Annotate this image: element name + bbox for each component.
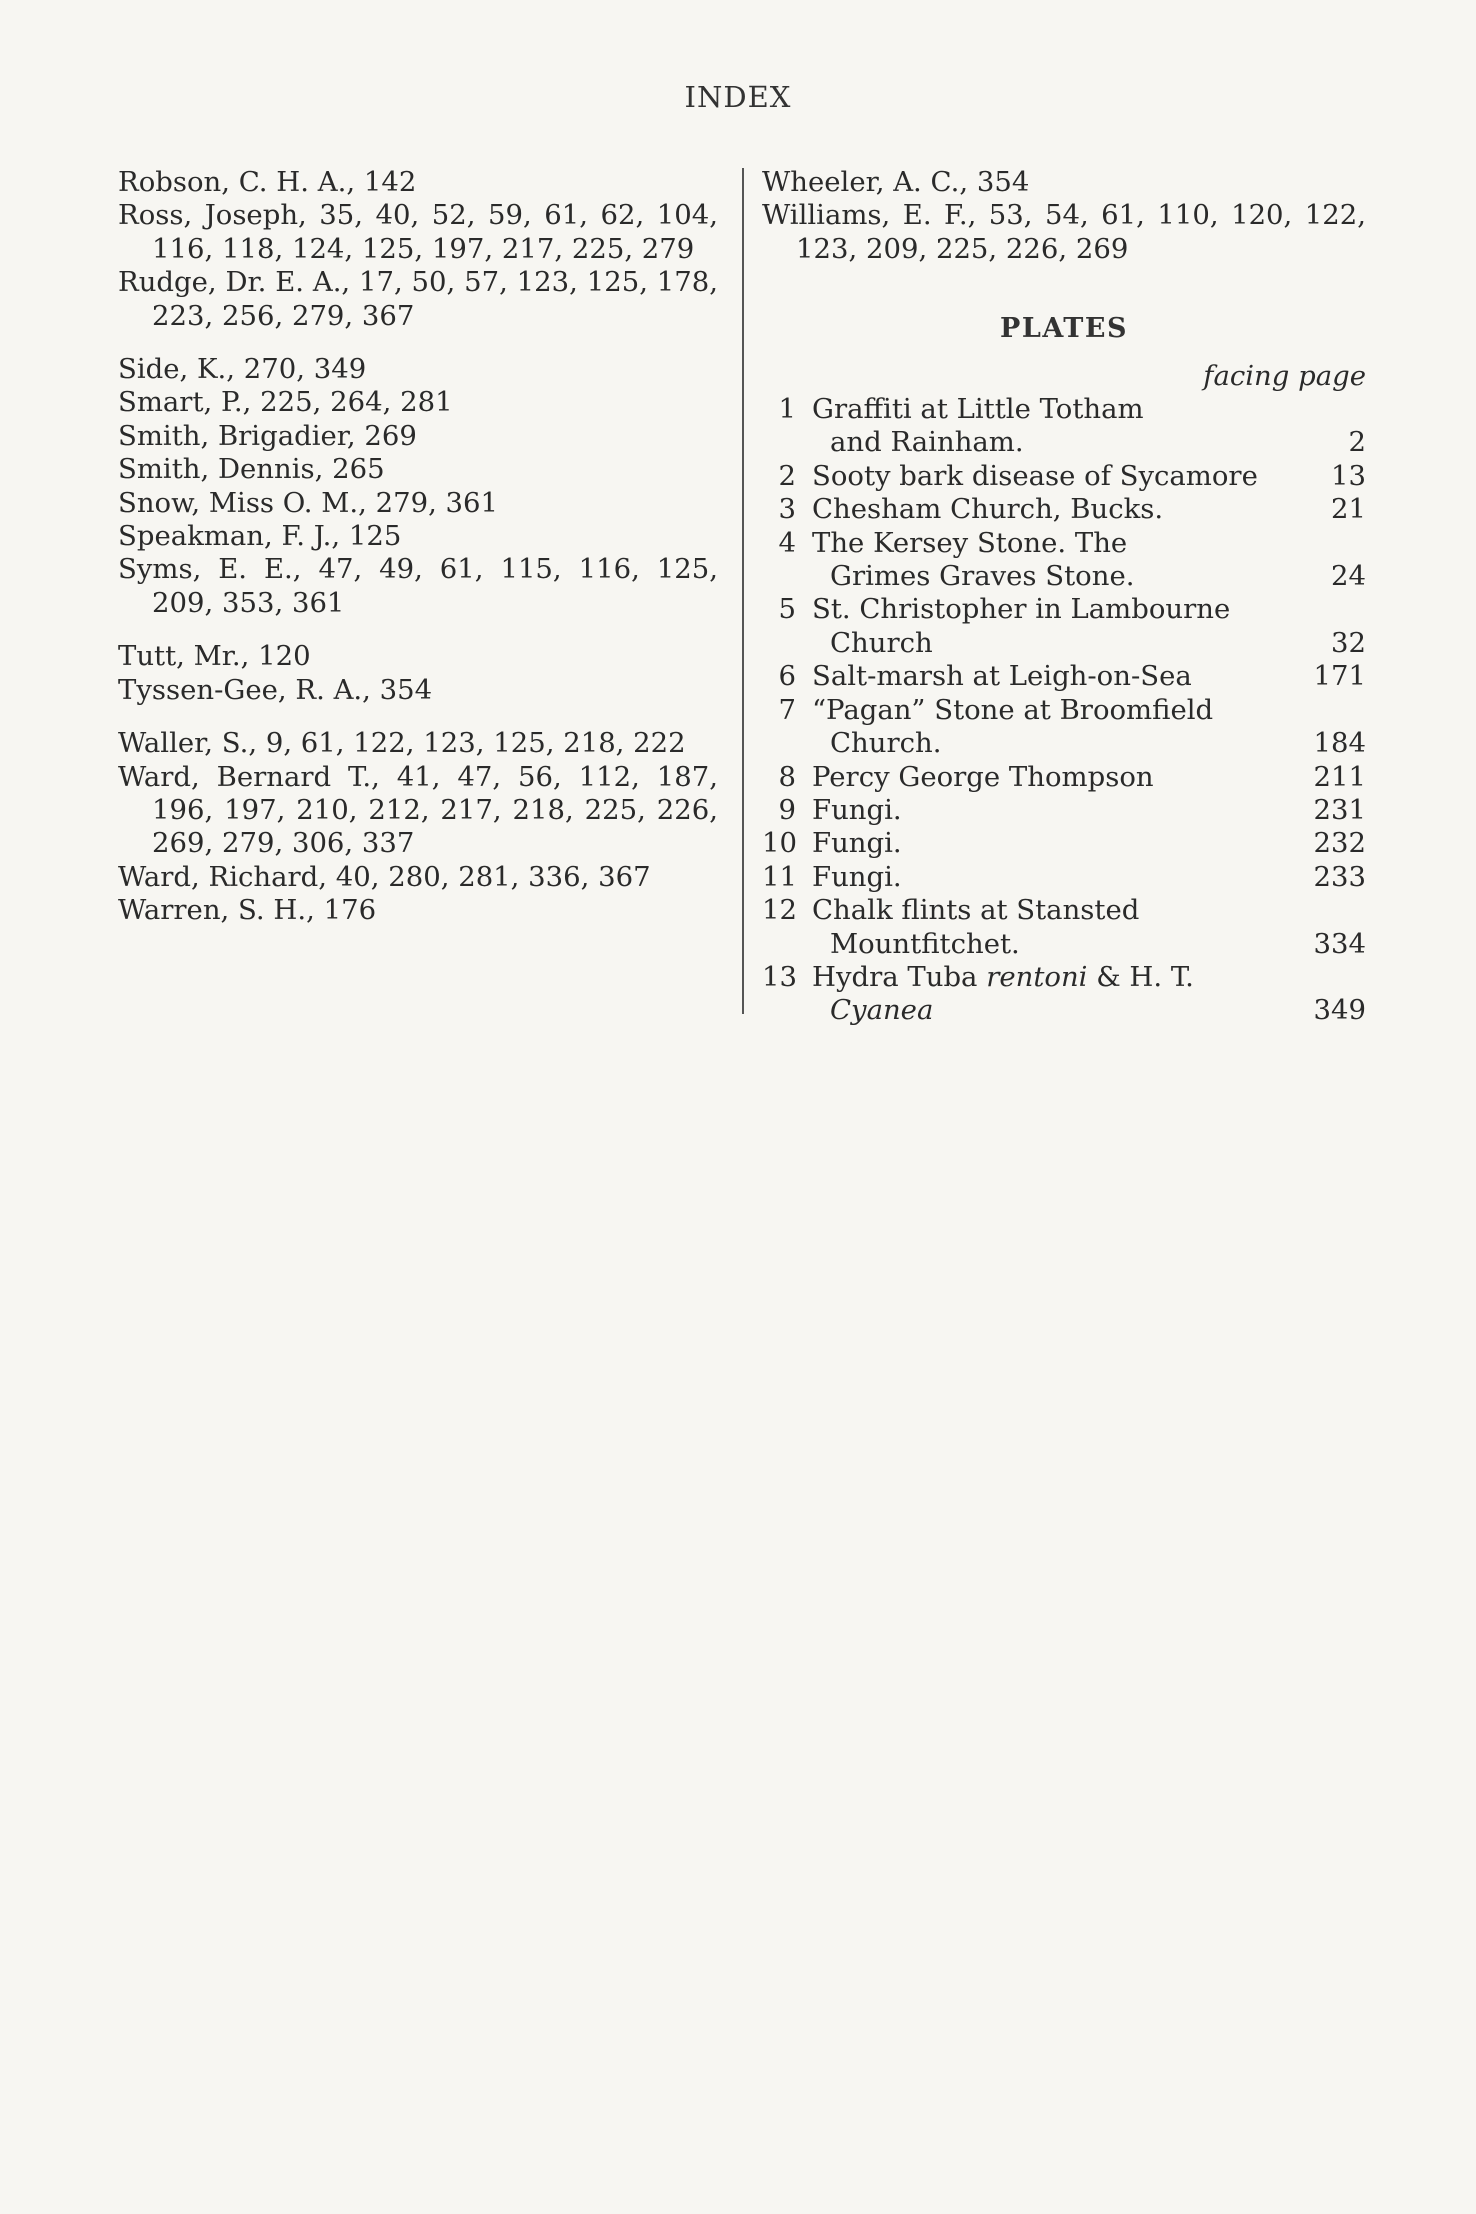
plate-title-text: The Kersey Stone. The	[812, 526, 1128, 559]
plate-number: 1	[778, 393, 796, 426]
plate-entry	[762, 694, 1366, 761]
index-entry: Smith, Dennis, 265	[118, 453, 385, 486]
plate-page: 184	[1313, 727, 1366, 760]
plate-title	[812, 493, 1304, 526]
plate-entry	[762, 961, 1366, 1028]
plate-title	[812, 794, 1304, 827]
index-entry: Speakman, F. J., 125	[118, 520, 402, 553]
index-entry: Wheeler, A. C., 354	[762, 166, 1030, 198]
plate-page: 21	[1331, 493, 1366, 526]
plate-entry	[762, 393, 1366, 460]
plate-entry	[762, 861, 1366, 894]
plate-title-text: Chesham Church, Bucks.	[812, 493, 1164, 526]
facing-page-label: facing page	[1203, 359, 1366, 392]
plate-page: 334	[1313, 927, 1366, 960]
plate-number: 12	[762, 894, 797, 927]
index-entry: Williams, E. F., 53, 54, 61, 110, 120, 122, 123, 209, 225, 226, 269	[762, 199, 1366, 265]
plate-title-text: Fungi.	[812, 827, 902, 860]
plate-page: 349	[1313, 994, 1366, 1027]
plate-entry	[762, 527, 1366, 594]
plate-page: 24	[1331, 560, 1366, 593]
plate-subtitle: Church.	[830, 727, 942, 760]
index-entry: Syms, E. E., 47, 49, 61, 115, 116, 125, 209, 353, 361	[118, 553, 718, 619]
plate-title	[812, 527, 1304, 594]
plate-page: 171	[1313, 660, 1366, 693]
plate-number: 13	[762, 960, 797, 993]
plate-title	[812, 761, 1304, 794]
plate-title-text: Fungi.	[812, 860, 902, 893]
plate-page: 231	[1313, 793, 1366, 826]
plate-title-prefix: Hydra Tuba	[812, 960, 987, 993]
index-entry: Snow, Miss O. M., 279, 361	[118, 486, 499, 519]
plate-number: 4	[778, 526, 796, 559]
plate-page: 233	[1313, 860, 1366, 893]
plate-page: 13	[1331, 459, 1366, 492]
plate-title	[812, 861, 1304, 894]
plate-entry	[762, 794, 1366, 827]
index-entry: Waller, S., 9, 61, 122, 123, 125, 218, 222	[118, 727, 686, 760]
plate-entry	[762, 460, 1366, 493]
plate-number: 5	[778, 593, 796, 626]
index-entry: Ross, Joseph, 35, 40, 52, 59, 61, 62, 104, 116, 118, 124, 125, 197, 217, 225, 279	[118, 199, 718, 265]
plate-title	[812, 961, 1304, 1028]
plate-number: 9	[778, 793, 796, 826]
index-entry: Rudge, Dr. E. A., 17, 50, 57, 123, 125, 178, 223, 256, 279, 367	[118, 266, 718, 332]
plate-title-text: Sooty bark disease of Sycamore	[812, 459, 1258, 492]
plate-title-text: Graffiti at Little Totham	[812, 393, 1144, 426]
plate-page: 211	[1313, 760, 1366, 793]
index-entry: Ward, Bernard T., 41, 47, 56, 112, 187, 196, 197, 210, 212, 217, 218, 225, 226, 269, 279, 306, 337	[118, 760, 718, 860]
plate-entry	[762, 827, 1366, 860]
plate-subtitle: Mountfitchet.	[830, 927, 1020, 960]
plate-entry	[762, 593, 1366, 660]
index-entry: Tutt, Mr., 120	[118, 640, 311, 673]
plate-entry	[762, 660, 1366, 693]
plate-title	[812, 593, 1304, 660]
plate-title	[812, 460, 1304, 493]
plate-title-italic: rentoni	[986, 960, 1088, 993]
plate-title-text: Chalk flints at Stansted	[812, 894, 1140, 927]
plate-subtitle: Grimes Graves Stone.	[830, 560, 1135, 593]
plate-title	[812, 660, 1304, 693]
plate-title	[812, 393, 1304, 460]
plate-number: 10	[762, 827, 797, 860]
plate-title-text: Fungi.	[812, 793, 902, 826]
index-entry: Ward, Richard, 40, 280, 281, 336, 367	[118, 860, 651, 893]
plate-title-text: Salt-marsh at Leigh-on-Sea	[812, 660, 1192, 693]
plate-number: 8	[778, 760, 796, 793]
plate-subtitle: Cyanea	[830, 994, 934, 1027]
plate-title-text: “Pagan” Stone at Broomfield	[812, 693, 1214, 726]
column-divider	[742, 168, 744, 1014]
index-left-column	[118, 166, 718, 928]
plate-number: 7	[778, 693, 796, 726]
plates-heading: PLATES	[1000, 313, 1128, 345]
plate-subtitle: Church	[830, 626, 933, 659]
index-entry: Warren, S. H., 176	[118, 894, 377, 927]
plate-number: 6	[778, 660, 796, 693]
index-entry: Side, K., 270, 349	[118, 353, 367, 386]
plate-title	[812, 894, 1304, 961]
plate-number: 3	[778, 493, 796, 526]
plate-title-text: Percy George Thompson	[812, 760, 1154, 793]
plate-title-suffix: & H. T.	[1087, 960, 1194, 993]
index-entry: Robson, C. H. A., 142	[118, 166, 417, 198]
plate-page: 232	[1313, 827, 1366, 860]
plate-entry	[762, 493, 1366, 526]
plate-entry	[762, 761, 1366, 794]
index-entry: Smart, P., 225, 264, 281	[118, 386, 453, 419]
index-entry: Smith, Brigadier, 269	[118, 419, 417, 452]
plate-entry	[762, 894, 1366, 961]
plate-subtitle: and Rainham.	[830, 426, 1024, 459]
plate-number: 2	[778, 459, 796, 492]
plate-page: 32	[1331, 626, 1366, 659]
plate-number: 11	[762, 860, 797, 893]
plate-title	[812, 827, 1304, 860]
page-title: INDEX	[684, 80, 792, 114]
plate-title	[812, 694, 1304, 761]
index-right-column	[762, 166, 1366, 1028]
plate-title-text: St. Christopher in Lambourne	[812, 593, 1231, 626]
plate-page: 2	[1348, 426, 1366, 459]
index-entry: Tyssen-Gee, R. A., 354	[118, 673, 433, 706]
